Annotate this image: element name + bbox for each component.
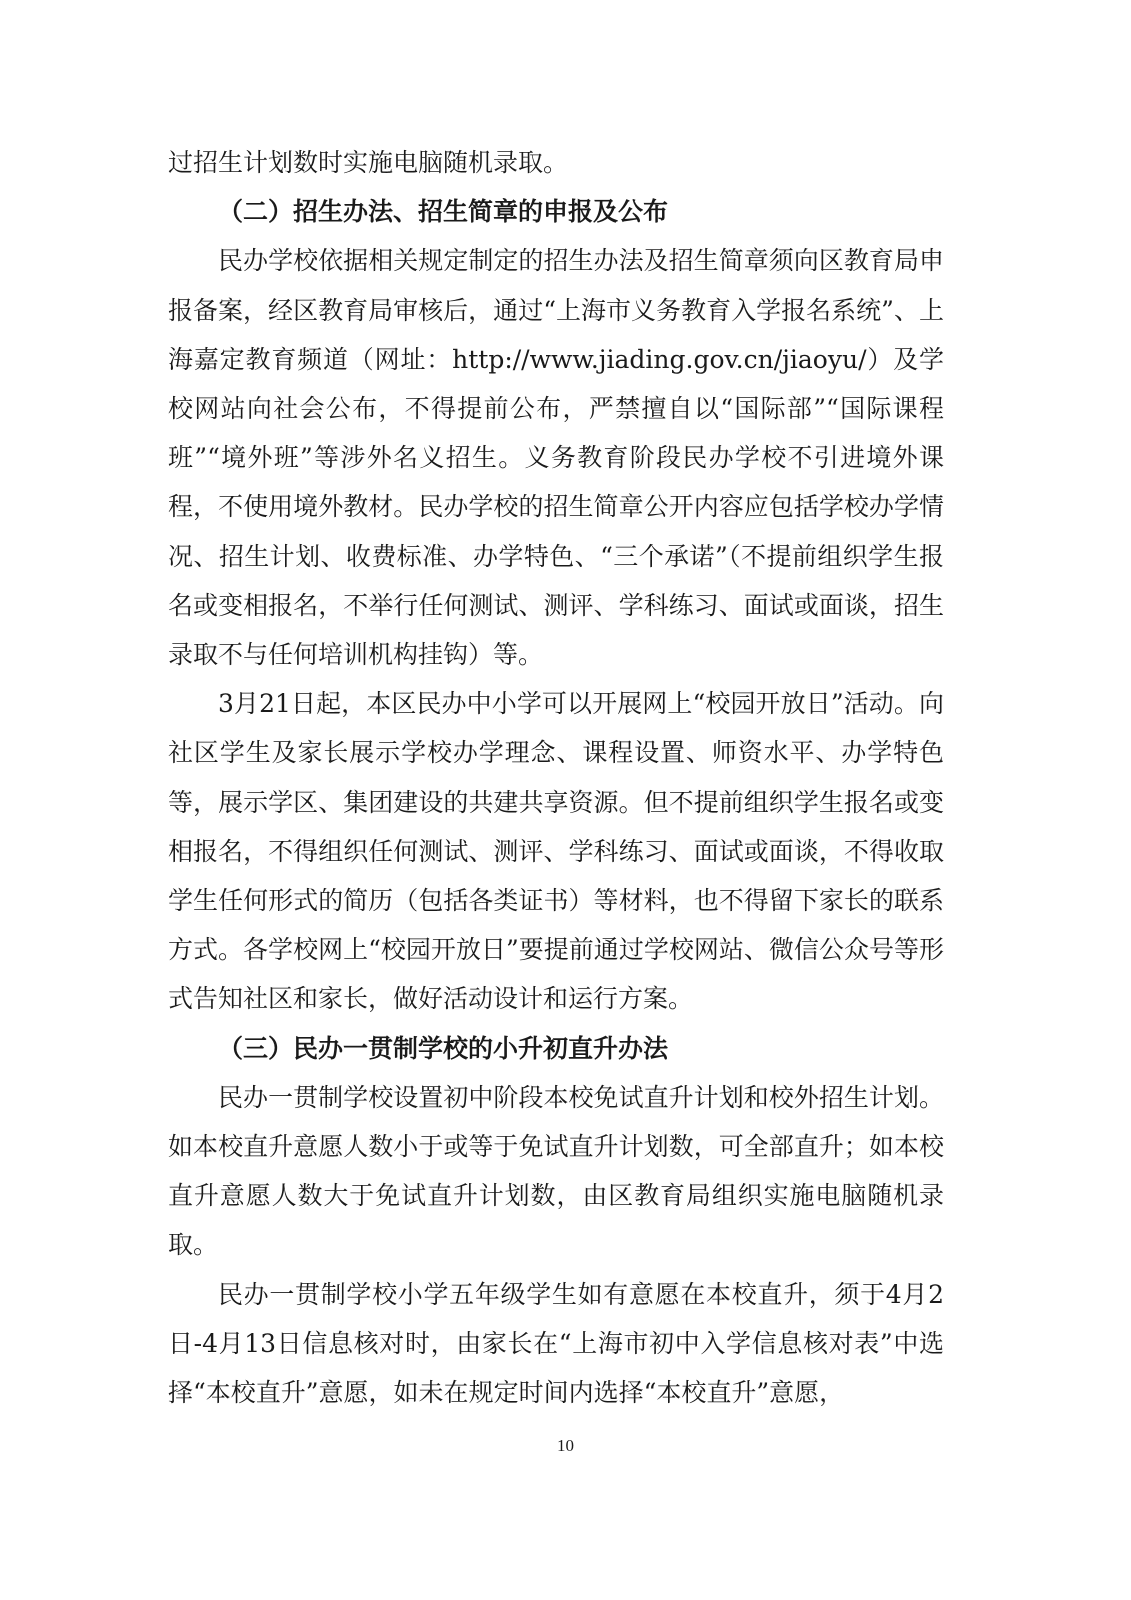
paragraph-grade-five: 民办一贯制学校小学五年级学生如有意愿在本校直升，须于4月2日-4月13日信息核对时，由家长在“上海市初中入学信息核对表”中选择“本校直升”意愿，如未在规定时间内选择“本校直升”意愿， <box>168 1279 944 1408</box>
paragraph-direct-promotion: 民办一贯制学校设置初中阶段本校免试直升计划和校外招生计划。如本校直升意愿人数小于或等于免试直升计划数，可全部直升；如本校直升意愿人数大于免试直升计划数，由区教育局组织实施电脑随机录取。 <box>168 1082 944 1260</box>
section-heading-2: （二）招生办法、招生简章的申报及公布 <box>218 197 669 227</box>
paragraph-continuation: 过招生计划数时实施电脑随机录取。 <box>168 148 569 177</box>
document-body <box>168 138 944 1417</box>
page-number: 10 <box>557 1436 574 1455</box>
paragraph-open-day: 3月21日起，本区民办中小学可以开展网上“校园开放日”活动。向社区学生及家长展示学校办学理念、课程设置、师资水平、办学特色等，展示学区、集团建设的共建共享资源。但不提前组织学生报名或变相报名，不得组织任何测试、测评、学科练习、面试或面谈，不得收取学生任何形式的简历（包括各类证书）等材料，也不得留下家长的联系方式。各学校网上“校园开放日”要提前通过学校网站、微信公众号等形式告知社区和家长，做好活动设计和运行方案。 <box>168 689 944 1014</box>
section-heading-3: （三）民办一贯制学校的小升初直升办法 <box>218 1033 669 1063</box>
paragraph-registration: 民办学校依据相关规定制定的招生办法及招生简章须向区教育局申报备案，经区教育局审核后，通过“上海市义务教育入学报名系统”、上海嘉定教育频道（网址：http://www.jiading.gov.cn/jiaoyu/）及学校网站向社会公布，不得提前公布，严禁擅自以“国际部”“国际课程班”“境外班”等涉外名义招生。义务教育阶段民办学校不引进境外课程，不使用境外教材。民办学校的招生简章公开内容应包括学校办学情况、招生计划、收费标准、办学特色、“三个承诺”（不提前组织学生报名或变相报名，不举行任何测试、测评、学科练习、面试或面谈，招生录取不与任何培训机构挂钩）等。 <box>168 246 944 670</box>
